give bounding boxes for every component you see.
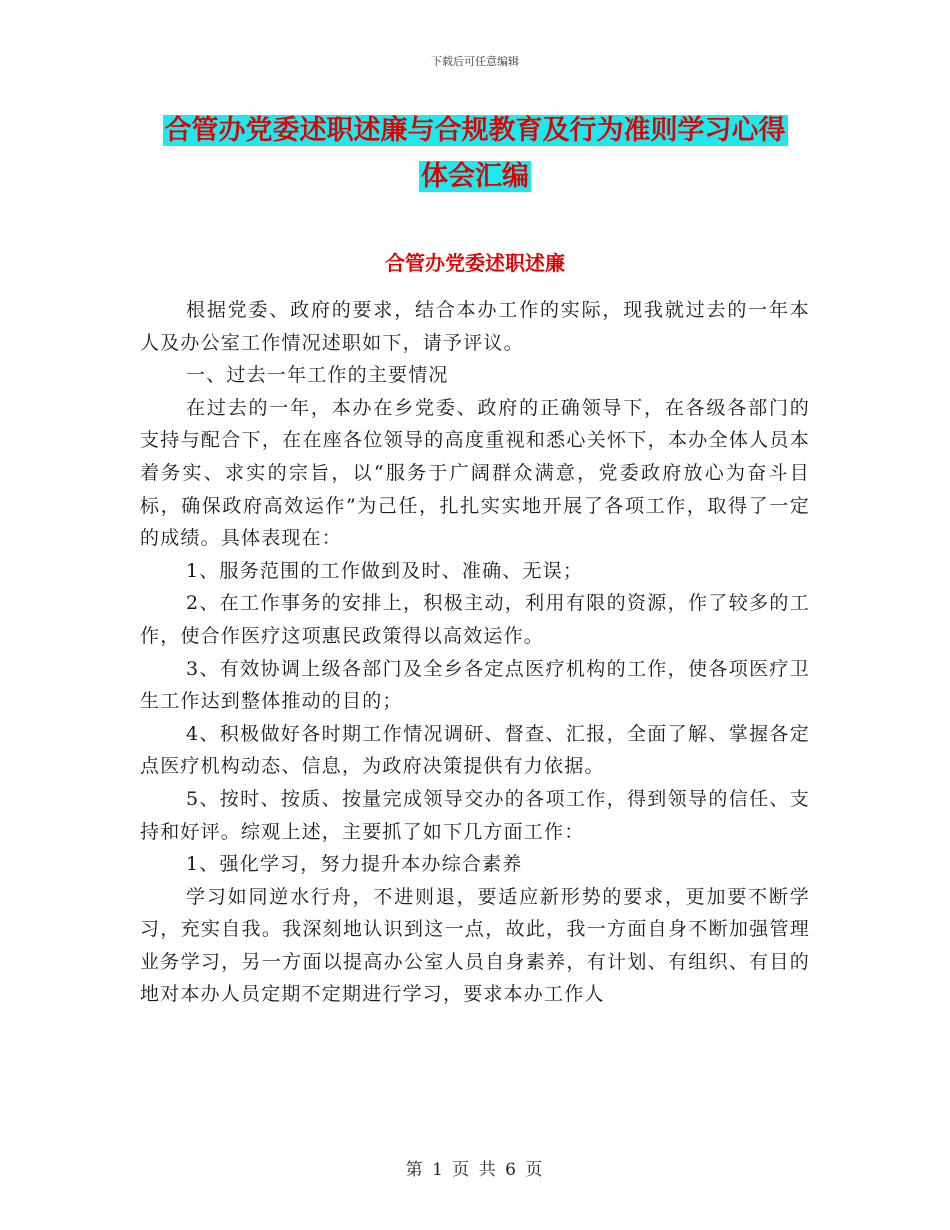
paragraph: 学习如同逆水行舟，不进则退，要适应新形势的要求，更加要不断学习，充实自我。我深刻地认识到这一点，故此，我一方面自身不断加强管理业务学习，另一方面以提高办公室人员自身素养，有计划、有组织、有目的地对本办人员定期不定期进行学习，要求本办工作人 bbox=[140, 885, 810, 1006]
paragraph: 一、过去一年工作的主要情况 bbox=[186, 364, 449, 387]
paragraph: 5、按时、按质、按量完成领导交办的各项工作，得到领导的信任、支持和好评。综观上述，主要抓了如下几方面工作： bbox=[140, 787, 810, 843]
paragraph: 根据党委、政府的要求，结合本办工作的实际，现我就过去的一年本人及办公室工作情况述职如下，请予评议。 bbox=[140, 299, 810, 354]
document-title-line-1: 合管办党委述职述廉与合规教育及行为准则学习心得 bbox=[164, 115, 786, 146]
body-text bbox=[140, 294, 810, 1011]
paragraph: 1、强化学习，努力提升本办综合素养 bbox=[186, 853, 523, 876]
document-title bbox=[150, 108, 800, 200]
section-title: 合管办党委述职述廉 bbox=[385, 251, 565, 275]
header-note: 下载后可任意编辑 bbox=[431, 55, 519, 68]
paragraph: 在过去的一年，本办在乡党委、政府的正确领导下，在各级各部门的支持与配合下，在在座各位领导的高度重视和悉心关怀下，本办全体人员本着务实、求实的宗旨，以“服务于广阔群众满意，党委政府放心为奋斗目标，确保政府高效运作”为己任，扎扎实实地开展了各项工作，取得了一定的成绩。具体表现在： bbox=[140, 396, 810, 550]
page-footer: 第 1 页 共 6 页 bbox=[405, 1160, 545, 1180]
paragraph: 4、积极做好各时期工作情况调研、督查、汇报，全面了解、掌握各定点医疗机构动态、信息，为政府决策提供有力依据。 bbox=[140, 722, 810, 778]
paragraph: 2、在工作事务的安排上，积极主动，利用有限的资源，作了较多的工作，使合作医疗这项惠民政策得以高效运作。 bbox=[140, 592, 810, 647]
paragraph: 3、有效协调上级各部门及全乡各定点医疗机构的工作，使各项医疗卫生工作达到整体推动的目的； bbox=[140, 657, 810, 713]
document-title-line-2: 体会汇编 bbox=[421, 161, 529, 192]
paragraph: 1、服务范围的工作做到及时、准确、无误； bbox=[186, 559, 584, 582]
